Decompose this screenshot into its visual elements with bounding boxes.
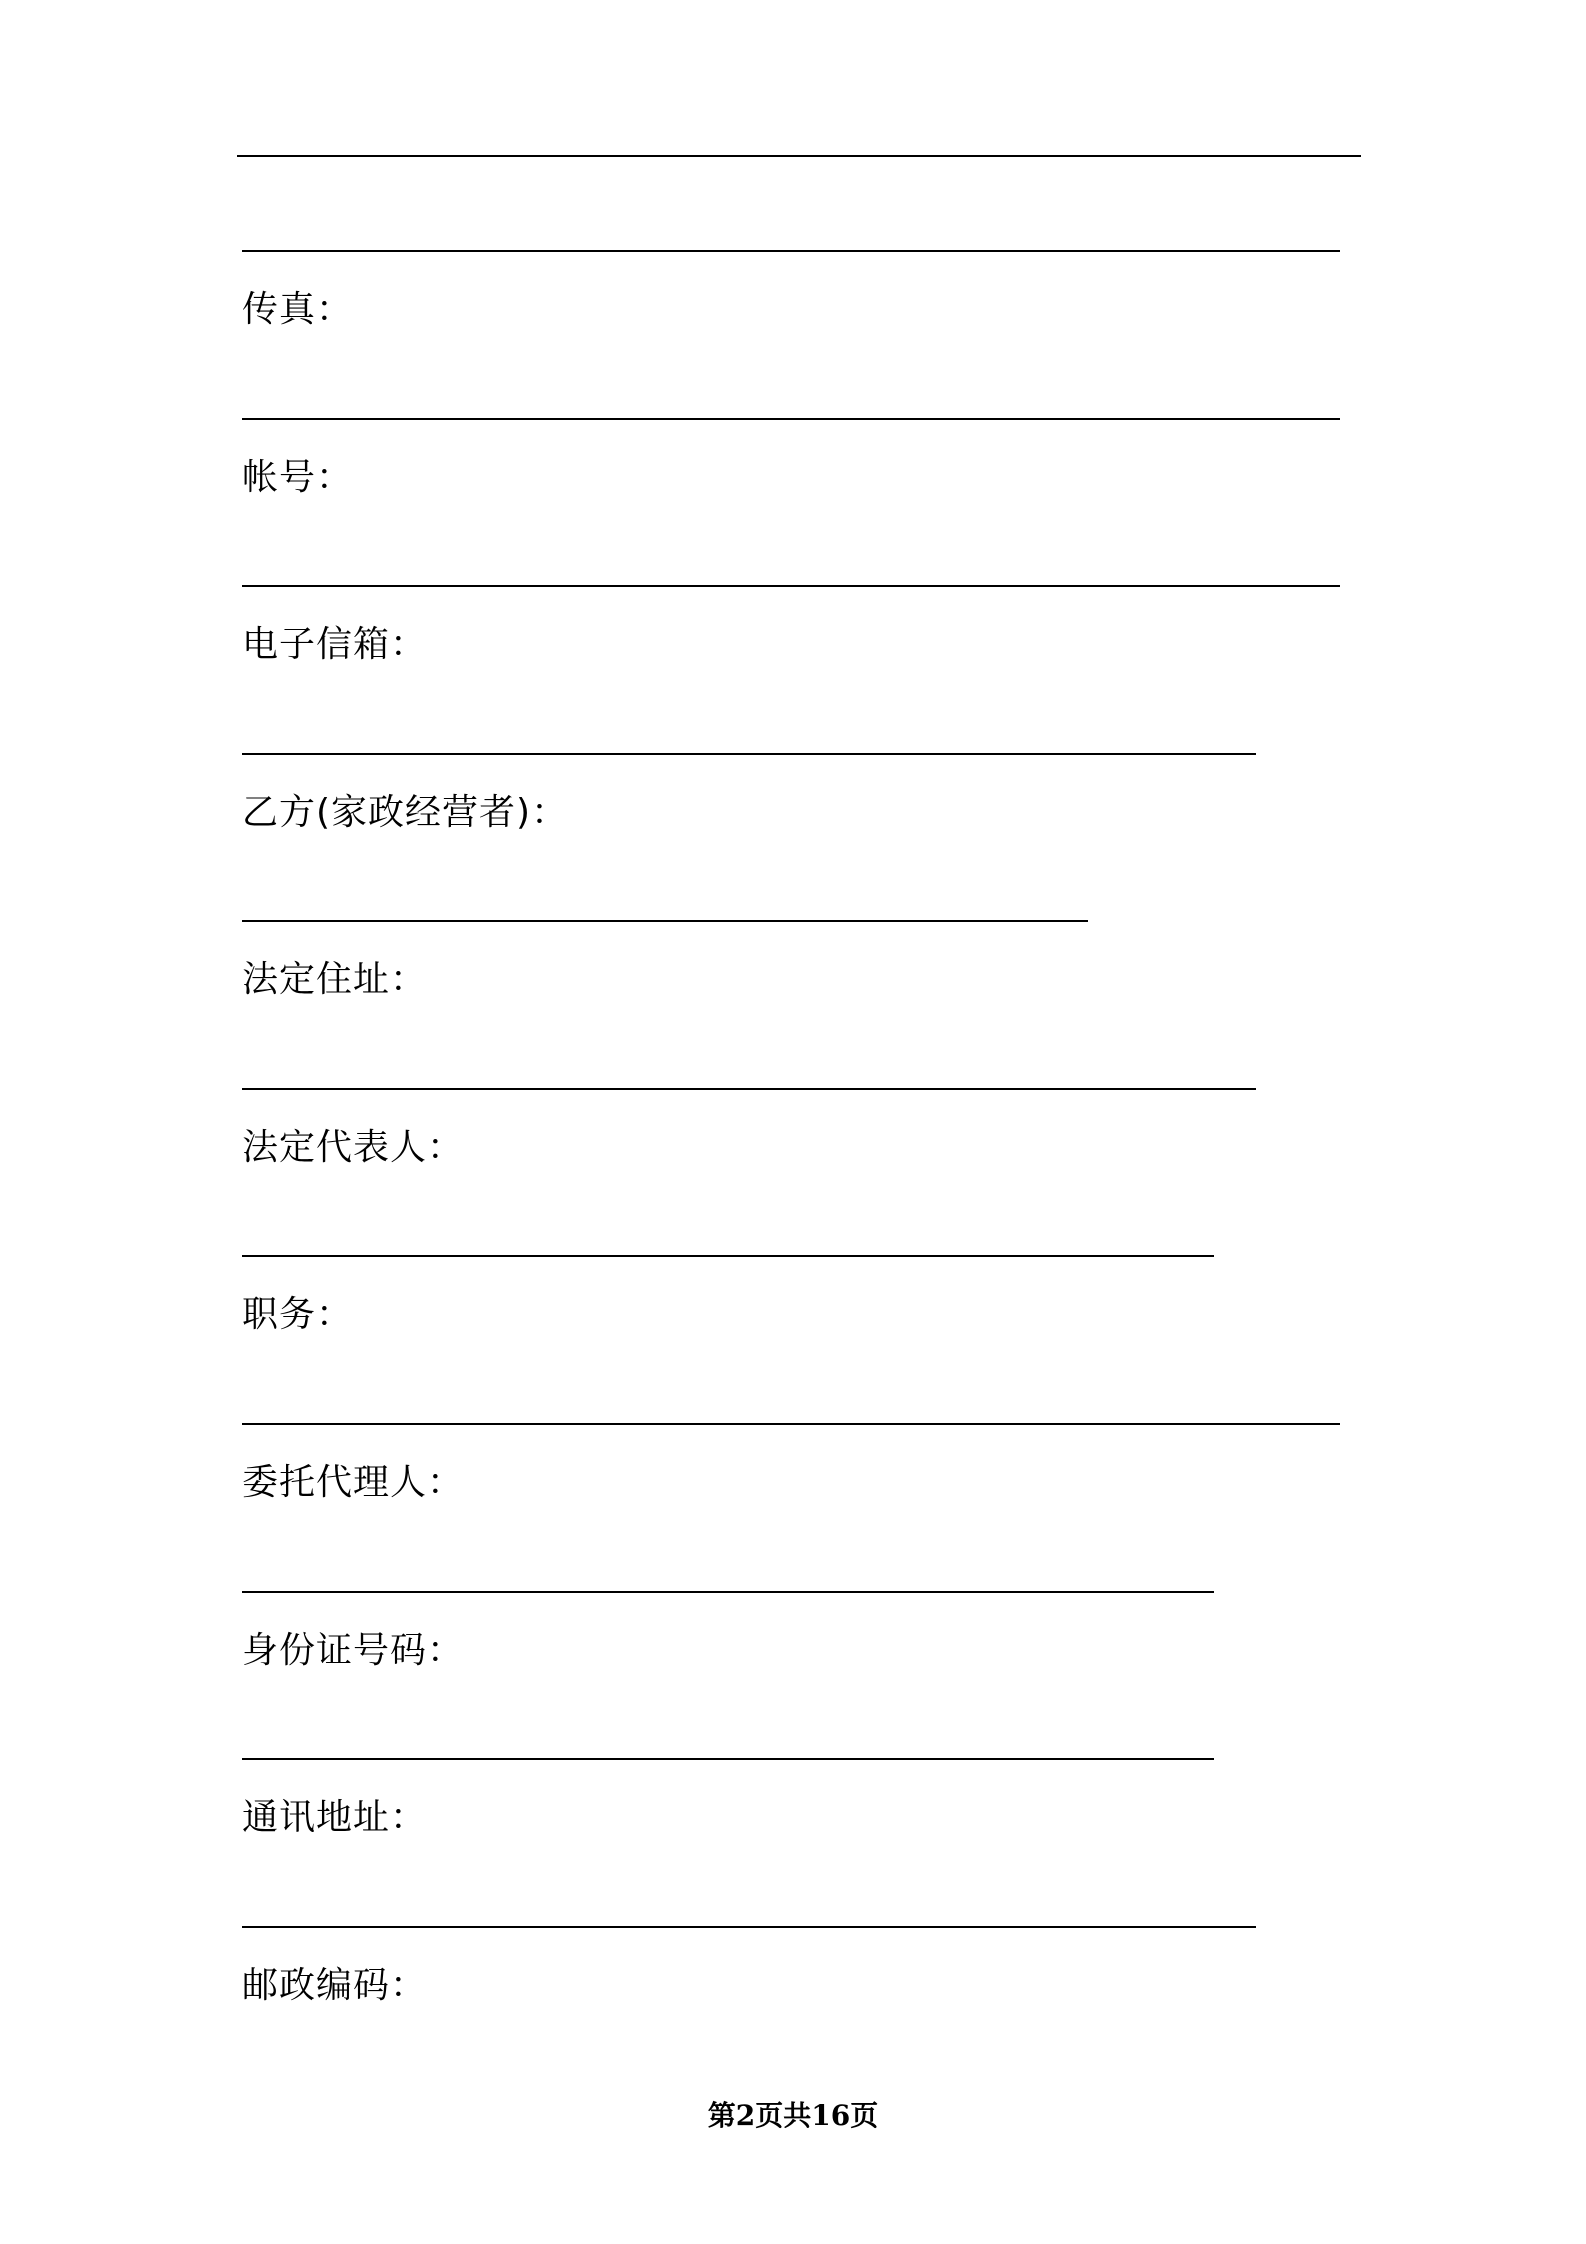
fill-line[interactable] (242, 1423, 1340, 1425)
field-label-id-number: 身份证号码： (242, 1630, 465, 1671)
fill-line[interactable] (242, 753, 1256, 755)
fill-line[interactable] (242, 250, 1340, 252)
field-label-authorized-agent: 委托代理人： (242, 1462, 465, 1503)
fill-line[interactable] (242, 1758, 1214, 1760)
header-rule (237, 155, 1361, 157)
fill-line[interactable] (242, 1591, 1214, 1593)
field-label-email: 电子信箱： (242, 624, 428, 665)
fill-line[interactable] (242, 418, 1340, 420)
fill-line[interactable] (242, 1255, 1214, 1257)
field-label-postal-code: 邮政编码： (242, 1965, 428, 2006)
field-label-legal-address: 法定住址： (242, 959, 428, 1000)
page-number: 第2页共16页 (707, 2099, 879, 2132)
fill-line[interactable] (242, 1088, 1256, 1090)
fill-line[interactable] (242, 1926, 1256, 1928)
fill-line[interactable] (242, 920, 1088, 922)
field-label-party-b: 乙方(家政经营者)： (242, 792, 569, 833)
field-label-legal-representative: 法定代表人： (242, 1127, 465, 1168)
field-label-account: 帐号： (242, 457, 354, 498)
field-label-mailing-address: 通讯地址： (242, 1797, 428, 1838)
fill-line[interactable] (242, 585, 1340, 587)
field-label-position: 职务： (242, 1294, 354, 1335)
field-label-fax: 传真： (242, 289, 354, 330)
